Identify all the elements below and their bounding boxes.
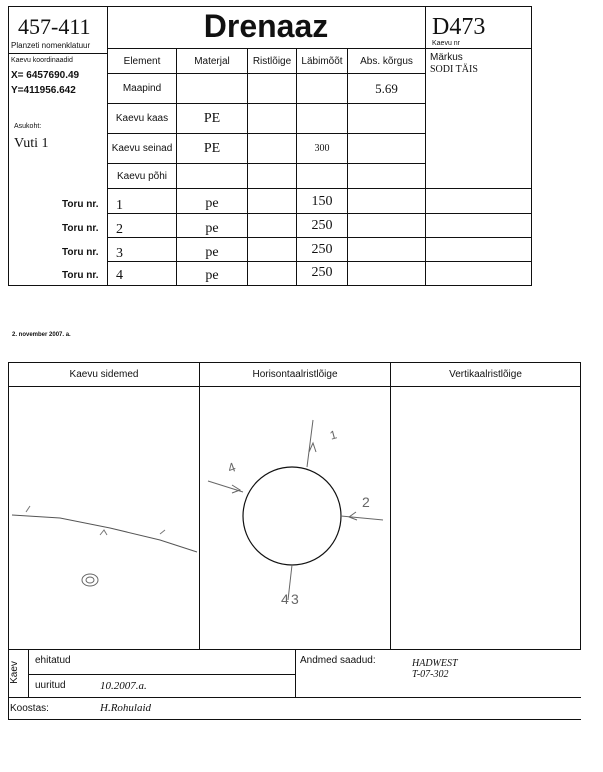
nomenclature-label: Planzeti nomenklatuur bbox=[11, 41, 91, 50]
flow-arrow-sketch bbox=[26, 506, 165, 535]
col-header-cross: Ristlõige bbox=[252, 55, 292, 67]
data-received-label: Andmed saadud: bbox=[300, 655, 376, 666]
data-source: HADWEST bbox=[412, 658, 458, 669]
sketch-label-1: 1 bbox=[328, 427, 339, 443]
well-number-label: Kaevu nr bbox=[432, 40, 461, 47]
coord-y: Y=411956.642 bbox=[11, 85, 76, 96]
pipe-nr: 3 bbox=[116, 246, 123, 261]
compiled-label: Koostas: bbox=[10, 703, 49, 714]
section-header-connections: Kaevu sidemed bbox=[69, 369, 139, 380]
pipe-2-arrow bbox=[341, 512, 383, 520]
pipe-label: Toru nr. bbox=[62, 199, 99, 210]
pipe-material: pe bbox=[205, 267, 219, 283]
pipe-nr: 4 bbox=[116, 268, 123, 283]
coord-x: X= 6457690.49 bbox=[11, 70, 80, 81]
surveyed-label: uuritud bbox=[35, 680, 66, 691]
row-element: Kaevu põhi bbox=[116, 170, 168, 182]
col-header-remark: Märkus bbox=[430, 52, 463, 63]
built-label: ehitatud bbox=[35, 655, 71, 666]
pipe-diameter: 250 bbox=[311, 264, 333, 280]
location-label: Asukoht: bbox=[14, 123, 42, 130]
row-diameter: 300 bbox=[314, 143, 330, 154]
pipe-material: pe bbox=[205, 244, 219, 260]
well-number: D473 bbox=[432, 14, 486, 40]
sketch-label-2: 2 bbox=[362, 494, 370, 510]
pipe-material: pe bbox=[205, 220, 219, 236]
pipe-label: Toru nr. bbox=[62, 247, 99, 258]
pipe-diameter: 250 bbox=[311, 241, 333, 257]
pipe-diameter: 150 bbox=[311, 193, 333, 209]
col-header-element: Element bbox=[123, 55, 161, 67]
pipe-label: Toru nr. bbox=[62, 270, 99, 281]
surveyed-value: 10.2007.a. bbox=[100, 680, 147, 692]
pipe-4-arrow bbox=[208, 481, 243, 493]
location-value: Vuti 1 bbox=[14, 136, 49, 151]
page-title: Drenaaz bbox=[203, 8, 329, 44]
sketch-label-4: 4 bbox=[281, 591, 289, 607]
sketch-label-3: 3 bbox=[291, 591, 299, 607]
coords-label: Kaevu koordinaadid bbox=[11, 57, 73, 64]
data-code: T-07-302 bbox=[412, 669, 449, 680]
pipe-1-arrow bbox=[307, 420, 316, 467]
row-abs: 5.69 bbox=[375, 80, 398, 96]
compiled-value: H.Rohulaid bbox=[100, 702, 152, 714]
pipe-nr: 2 bbox=[116, 222, 123, 237]
col-header-diameter: Läbimõõt bbox=[301, 55, 343, 67]
kaev-label: Kaev bbox=[8, 661, 20, 684]
col-header-abs: Abs. kõrgus bbox=[360, 55, 413, 67]
col-header-material: Materjal bbox=[194, 55, 230, 67]
well-circle bbox=[243, 467, 341, 565]
pipe-nr: 1 bbox=[116, 198, 123, 213]
pipe-diameter: 250 bbox=[311, 217, 333, 233]
row-material: PE bbox=[203, 110, 221, 126]
remark-value: SODI TÄIS bbox=[430, 64, 478, 75]
row-material: PE bbox=[203, 140, 221, 156]
document-date: 2. november 2007. a. bbox=[12, 332, 71, 338]
sketch-label-4: 4 bbox=[225, 459, 238, 476]
nomenclature-number: 457-411 bbox=[18, 14, 91, 39]
well-symbol-sketch bbox=[82, 574, 98, 586]
pipe-line-sketch bbox=[12, 515, 197, 552]
row-element: Kaevu kaas bbox=[115, 113, 169, 124]
section-header-horizontal: Horisontaalristlõige bbox=[252, 369, 338, 380]
pipe-label: Toru nr. bbox=[62, 223, 99, 234]
row-element: Maapind bbox=[122, 83, 162, 94]
row-element: Kaevu seinad bbox=[111, 143, 173, 154]
section-header-vertical: Vertikaalristlõige bbox=[449, 369, 522, 380]
pipe-material: pe bbox=[205, 195, 219, 211]
